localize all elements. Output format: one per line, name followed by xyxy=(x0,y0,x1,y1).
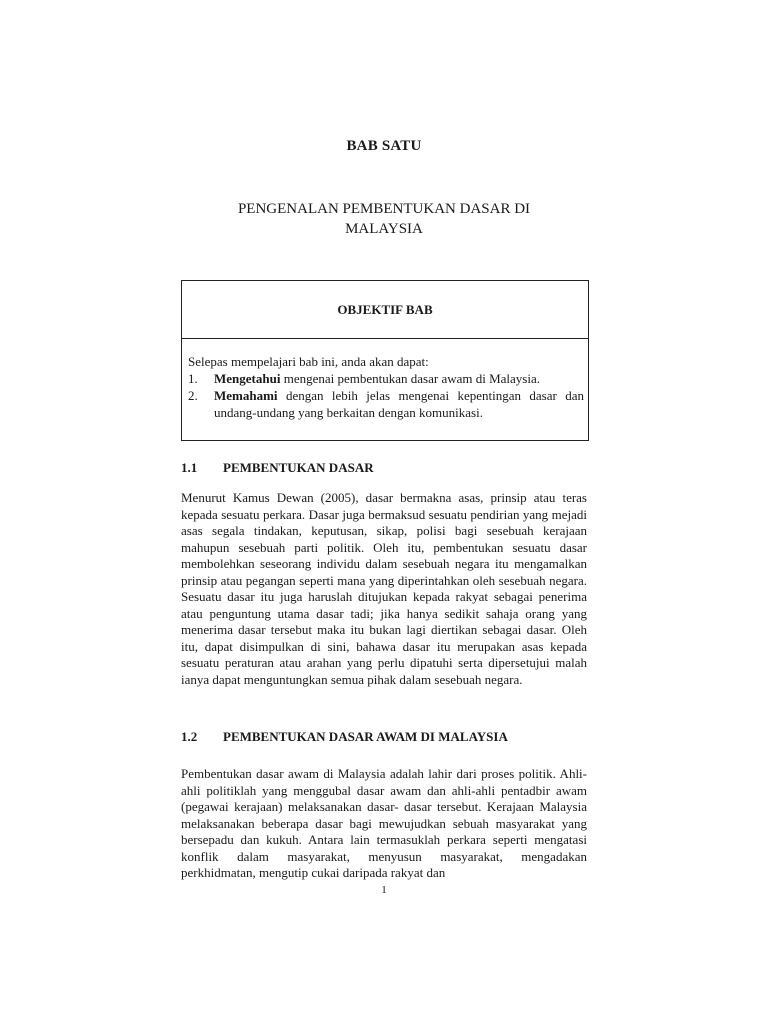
section-number: 1.1 xyxy=(181,460,198,475)
chapter-title-line-2: MALAYSIA xyxy=(345,221,423,237)
objectives-body xyxy=(182,339,588,421)
objective-text xyxy=(214,387,584,421)
objective-keyword: Memahami xyxy=(214,388,278,403)
chapter-label: BAB SATU xyxy=(346,138,422,154)
chapter-title xyxy=(184,199,584,239)
objective-item xyxy=(188,370,584,387)
objectives-heading: OBJEKTIF BAB xyxy=(182,281,588,339)
objectives-intro: Selepas mempelajari bab ini, anda akan dapat: xyxy=(188,354,429,369)
objective-description: mengenai pembentukan dasar awam di Malaysia. xyxy=(280,371,541,386)
objective-number: 2. xyxy=(188,388,198,403)
objective-description: dengan lebih jelas mengenai kepentingan dasar dan undang-undang yang berkaitan dengan komunikasi. xyxy=(214,388,584,420)
section-paragraph: Pembentukan dasar awam di Malaysia adalah lahir dari proses politik. Ahli-ahli politiklah yang menggubal dasar awam dan ahli-ahli pentadbir awam (pegawai kerajaan) melaksanakan dasar- dasar tersebut. Kerajaan Malaysia melaksanakan beberapa dasar bagi mewujudkan sebuah masyarakat yang bersepadu dan kukuh. Antara lain termasuklah perkara seperti mengatasi konflik dalam masyarakat, menyusun masyarakat, mengadakan perkhidmatan, mengutip cukai daripada rakyat dan xyxy=(181,766,587,880)
section-paragraph: Menurut Kamus Dewan (2005), dasar bermakna asas, prinsip atau teras kepada sesuatu perkara. Dasar juga bermaksud sesuatu pendirian yang mejadi asas segala tindakan, keputusan, sikap, polisi bagi sesebuah kerajaan mahupun sesebuah parti politik. Oleh itu, pembentukan sesuatu dasar membolehkan seseorang individu dalam sesebuah negara itu mengamalkan prinsip atau pegangan seperti mana yang diperintahkan oleh sesebuah negara. Sesuatu dasar itu juga haruslah ditujukan kepada rakyat sebagai penerima atau penguntung utama dasar tadi; jika hanya sedikit sahaja orang yang menerima dasar tersebut maka itu bukan lagi diertikan sebagai dasar. Oleh itu, dapat disimpulkan di sini, bahawa dasar itu merupakan asas kepada sesuatu peraturan atau arahan yang perlu dipatuhi serta dipersetujui malah ianya dapat menguntungkan semua pihak dalam sesebuah negara. xyxy=(181,490,587,687)
page-number: 1 xyxy=(381,884,387,896)
section-title: PEMBENTUKAN DASAR AWAM DI MALAYSIA xyxy=(223,729,508,744)
objective-number: 1. xyxy=(188,371,198,386)
objectives-box xyxy=(181,280,589,441)
objective-text xyxy=(214,370,584,387)
objective-item xyxy=(188,387,584,421)
objective-keyword: Mengetahui xyxy=(214,371,281,386)
section-heading xyxy=(181,729,508,745)
section-heading xyxy=(181,460,374,476)
chapter-title-line-1: PENGENALAN PEMBENTUKAN DASAR DI xyxy=(237,201,531,217)
section-title: PEMBENTUKAN DASAR xyxy=(223,460,374,475)
section-number: 1.2 xyxy=(181,729,198,744)
